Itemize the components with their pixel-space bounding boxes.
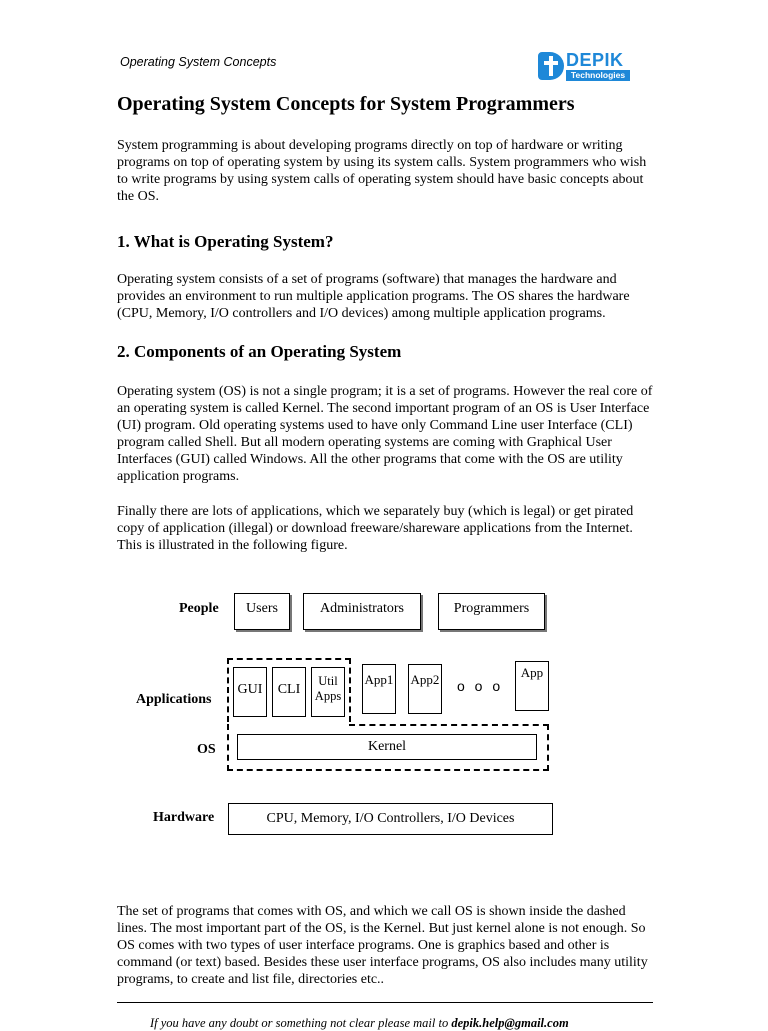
- section-2-heading: 2. Components of an Operating System: [117, 342, 402, 361]
- section-1-heading: 1. What is Operating System?: [117, 232, 334, 251]
- label-os: OS: [197, 742, 216, 757]
- section-1-paragraph: Operating system consists of a set of programs (software) that manages the hardware and provides an environment to run multiple application programs. The OS shares the hardware (CPU, Memory, I/O controllers and I/O devices) among multiple application programs.: [117, 272, 630, 321]
- depik-logo: [538, 50, 632, 82]
- logo-name: DEPIK: [566, 50, 624, 70]
- more-apps-ellipsis: o o o: [457, 678, 504, 694]
- os-boundary-step: [349, 724, 549, 726]
- hardware-box: CPU, Memory, I/O Controllers, I/O Devices: [228, 803, 553, 835]
- section-2-paragraph-1: Operating system (OS) is not a single program; it is a set of programs. However the real core of an operating system is called Kernel. The second important program of an OS is User Interface (UI) program. Old operating systems used to have only Command Line user Interface (CLI) program called Shell. But all modern operating systems are coming with Graphical User Interfaces (GUI) called Windows. All the other programs that come with the OS are utility application programs.: [117, 384, 653, 484]
- closing-paragraph: The set of programs that comes with OS, and which we call OS is shown inside the dashed lines. The most important part of the OS, is the Kernel. But just kernel alone is not enough. So OS comes with two types of user interface programs. One is graphics based and other is command (or text) based. Besides these user interface programs, OS also includes many utility programs, to create and list file, directories etc..: [117, 904, 648, 987]
- util-apps-box: [311, 667, 345, 717]
- label-people: People: [179, 601, 219, 616]
- app2-box: App2: [408, 664, 442, 714]
- os-boundary-upper: [227, 658, 351, 722]
- users-box: Users: [234, 593, 290, 630]
- app1-box: App1: [362, 664, 396, 714]
- os-boundary-lower: [227, 724, 549, 771]
- label-applications: Applications: [136, 692, 212, 707]
- administrators-box: Administrators: [303, 593, 421, 630]
- programmers-box: Programmers: [438, 593, 545, 630]
- footer-text: If you have any doubt or something not clear please mail to: [150, 1016, 449, 1030]
- app-box: App: [515, 661, 549, 711]
- cli-box: CLI: [272, 667, 306, 717]
- section-2-paragraph-2: Finally there are lots of applications, which we separately buy (which is legal) or get pirated copy of application (illegal) or download freeware/shareware applications from the Internet. This is illustrated in the following figure.: [117, 504, 634, 553]
- running-header: Operating System Concepts: [120, 55, 277, 69]
- label-hardware: Hardware: [153, 810, 215, 825]
- intro-paragraph: System programming is about developing programs directly on top of hardware or writing programs on top of operating system by using its system calls. System programmers who wish to write programs by using system calls of operating system should have basic concepts about the OS.: [117, 138, 647, 204]
- gui-box: GUI: [233, 667, 267, 717]
- kernel-box: Kernel: [237, 734, 537, 760]
- logo-subtitle: Technologies: [566, 70, 630, 81]
- footer-email[interactable]: depik.help@gmail.com: [451, 1016, 569, 1030]
- page-title: Operating System Concepts for System Programmers: [117, 93, 575, 115]
- footer-rule: [117, 1002, 653, 1003]
- util-apps-line-2: Apps: [314, 689, 342, 703]
- logo-cross-icon: [538, 52, 564, 80]
- util-apps-line-1: Util: [318, 674, 338, 688]
